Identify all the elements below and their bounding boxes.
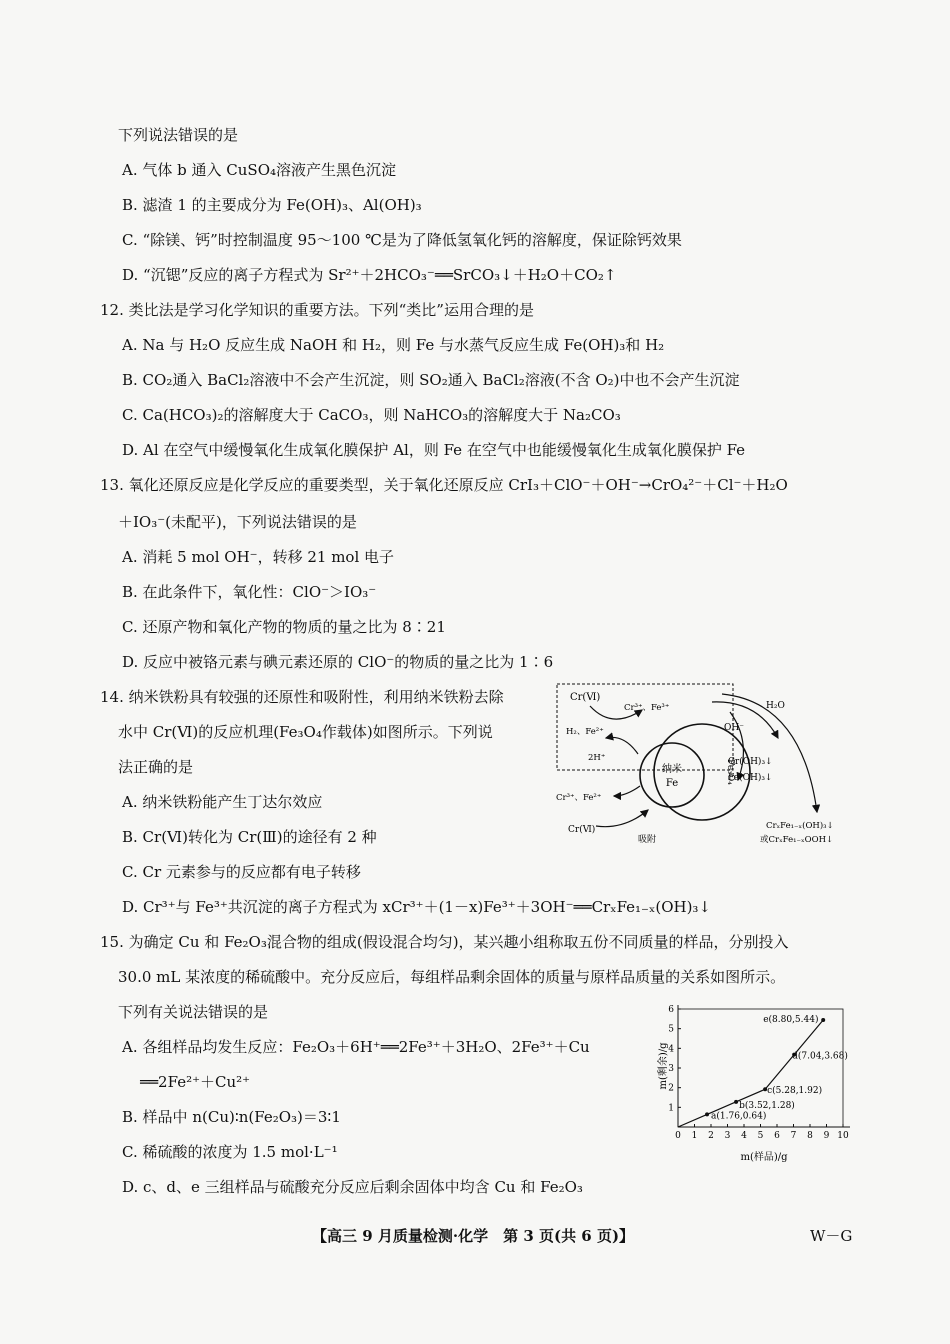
q12-stem: 12. 类比法是学习化学知识的重要方法。下列“类比”运用合理的是 (100, 301, 534, 319)
q13-option-b: B. 在此条件下，氧化性：ClO⁻＞IO₃⁻ (122, 583, 377, 601)
q15-stem-line2: 30.0 mL 某浓度的稀硫酸中。充分反应后，每组样品剩余固体的质量与原样品质量的关系如图所示。 (118, 968, 786, 986)
x-axis-label: m(样品)/g (740, 1152, 788, 1163)
data-point-e (821, 1018, 825, 1022)
q14-stem-line3: 法正确的是 (118, 758, 194, 776)
q12-option-c: C. Ca(HCO₃)₂的溶解度大于 CaCO₃，则 NaHCO₃的溶解度大于 Na₂CO₃ (122, 406, 621, 424)
fe3o4-label: Fe₃O₄ (725, 759, 735, 785)
h2-fe2-label: H₂、Fe²⁺ (566, 727, 604, 737)
x-tick-label: 7 (790, 1131, 797, 1141)
q15-stem-line1: 15. 为确定 Cu 和 Fe₂O₃混合物的组成(假设混合均匀)，某兴趣小组称取五份不同质量的样品，分别投入 (100, 933, 789, 951)
data-label-e: e(8.80,5.44) (763, 1015, 819, 1026)
x-tick-label: 0 (675, 1131, 681, 1141)
y-tick-label: 2 (668, 1083, 674, 1094)
product-label-2: 或CrₓFe₁₋ₓOOH↓ (760, 835, 834, 845)
cr3-fe2-label: Cr³⁺、Fe²⁺ (556, 793, 602, 803)
x-tick-label: 4 (741, 1131, 747, 1141)
h-plus-arrow (606, 737, 638, 754)
y-tick-label: 4 (668, 1044, 674, 1055)
q13-option-a: A. 消耗 5 mol OH⁻，转移 21 mol 电子 (122, 548, 395, 566)
q13-stem-line1: 13. 氧化还原反应是化学反应的重要类型，关于氧化还原反应 CrI₃＋ClO⁻＋OH⁻→CrO₄²⁻＋Cl⁻＋H₂O (100, 476, 788, 494)
adsorb-label: 吸附 (638, 835, 657, 845)
q12-option-a: A. Na 与 H₂O 反应生成 NaOH 和 H₂，则 Fe 与水蒸气反应生成 Fe(OH)₃和 H₂ (122, 336, 665, 354)
x-tick-label: 2 (708, 1131, 714, 1141)
x-tick-label: 8 (807, 1131, 813, 1141)
x-tick-label: 6 (774, 1131, 780, 1141)
cr6-bottom-label: Cr(Ⅵ) (568, 825, 596, 835)
remaining-mass-chart (660, 1002, 870, 1167)
adsorb-arrow (596, 810, 648, 827)
q14-option-c: C. Cr 元素参与的反应都有电子转移 (122, 863, 361, 881)
q12-option-d: D. Al 在空气中缓慢氧化生成氧化膜保护 Al，则 Fe 在空气中也能缓慢氧化生成氧化膜保护 Fe (122, 441, 746, 459)
q14-stem-line1: 14. 纳米铁粉具有较强的还原性和吸附性，利用纳米铁粉去除 (100, 688, 504, 706)
q14-option-d: D. Cr³⁺与 Fe³⁺共沉淀的离子方程式为 xCr³⁺＋(1－x)Fe³⁺＋3OH⁻══CrₓFe₁₋ₓ(OH)₃↓ (122, 898, 712, 916)
x-tick-label: 1 (691, 1131, 698, 1141)
q13-option-c: C. 还原产物和氧化产物的物质的量之比为 8∶21 (122, 618, 446, 636)
q15-option-a-line1: A. 各组样品均发生反应：Fe₂O₃＋6H⁺══2Fe³⁺＋3H₂O、2Fe³⁺＋Cu (122, 1038, 590, 1056)
y-axis-label: m(剩余)/g (658, 1042, 669, 1090)
q15-option-a-line2: ══2Fe²⁺＋Cu²⁺ (140, 1073, 251, 1091)
q15-option-b: B. 样品中 n(Cu)∶n(Fe₂O₃)＝3∶1 (122, 1108, 341, 1126)
nano-iron-mechanism-diagram (552, 682, 872, 850)
q13-option-d: D. 反应中被铬元素与碘元素还原的 ClO⁻的物质的量之比为 1∶6 (122, 653, 554, 671)
y-tick-label: 6 (668, 1005, 674, 1015)
y-tick-label: 5 (668, 1024, 674, 1035)
data-point-b (734, 1100, 738, 1104)
data-label-a: a(1.76,0.64) (711, 1111, 767, 1122)
x-tick-label: 3 (724, 1131, 731, 1141)
y-tick-label: 3 (668, 1064, 674, 1074)
q11-option-c: C. “除镁、钙”时控制温度 95～100 ℃是为了降低氢氧化钙的溶解度，保证除钙效果 (122, 231, 682, 249)
q15-option-d: D. c、d、e 三组样品与硫酸充分反应后剩余固体中均含 Cu 和 Fe₂O₃ (122, 1178, 583, 1196)
cr3-fe2-arrow (614, 786, 640, 796)
nano-fe-label-1: 纳米 (662, 764, 682, 775)
nano-fe-label-2: Fe (665, 778, 679, 789)
data-label-d: d(7.04,3.68) (792, 1051, 848, 1062)
q14-stem-line2: 水中 Cr(Ⅵ)的反应机理(Fe₃O₄作载体)如图所示。下列说 (118, 723, 493, 741)
q14-option-b: B. Cr(Ⅵ)转化为 Cr(Ⅲ)的途径有 2 种 (122, 828, 377, 846)
data-point-a (705, 1112, 709, 1116)
q11-option-b: B. 滤渣 1 的主要成分为 Fe(OH)₃、Al(OH)₃ (122, 196, 422, 214)
page-footer: 【高三 9 月质量检测·化学 第 3 页(共 6 页)】 (312, 1227, 635, 1245)
data-label-c: c(5.28,1.92) (767, 1086, 823, 1097)
h2o-label: H₂O (766, 701, 785, 711)
x-tick-label: 9 (823, 1131, 830, 1141)
product-label-1: CrₓFe₁₋ₓ(OH)₃↓ (766, 821, 834, 831)
h-plus-label: 2H⁺ (588, 753, 606, 763)
paper-code: W－G (810, 1227, 853, 1245)
h2o-arrow (722, 694, 817, 812)
cr-oh3-label: Cr(OH)₃↓ (728, 757, 773, 767)
cr6-top-label: Cr(Ⅵ) (570, 692, 601, 703)
fe-oh3-label: Fe(OH)₃↓ (728, 773, 773, 783)
q15-stem-line3: 下列有关说法错误的是 (118, 1003, 269, 1021)
q13-stem-line2: ＋IO₃⁻(未配平)，下列说法错误的是 (118, 513, 357, 531)
oh-label: OH⁻ (724, 723, 744, 733)
data-label-b: b(3.52,1.28) (739, 1100, 795, 1111)
q12-option-b: B. CO₂通入 BaCl₂溶液中不会产生沉淀，则 SO₂通入 BaCl₂溶液(不含 O₂)中也不会产生沉淀 (122, 371, 740, 389)
q11-stem: 下列说法错误的是 (118, 126, 239, 144)
q15-option-c: C. 稀硫酸的浓度为 1.5 mol·L⁻¹ (122, 1143, 338, 1161)
x-tick-label: 5 (757, 1131, 764, 1141)
x-tick-label: 10 (837, 1131, 849, 1141)
q14-option-a: A. 纳米铁粉能产生丁达尔效应 (122, 793, 323, 811)
q11-option-d: D. “沉锶”反应的离子方程式为 Sr²⁺＋2HCO₃⁻══SrCO₃↓＋H₂O＋CO₂↑ (122, 266, 617, 284)
y-tick-label: 1 (668, 1103, 674, 1114)
cr3-fe3-label: Cr³⁺、Fe³⁺ (624, 703, 670, 713)
nano-fe-core (640, 743, 704, 807)
q11-option-a: A. 气体 b 通入 CuSO₄溶液产生黑色沉淀 (122, 161, 397, 179)
